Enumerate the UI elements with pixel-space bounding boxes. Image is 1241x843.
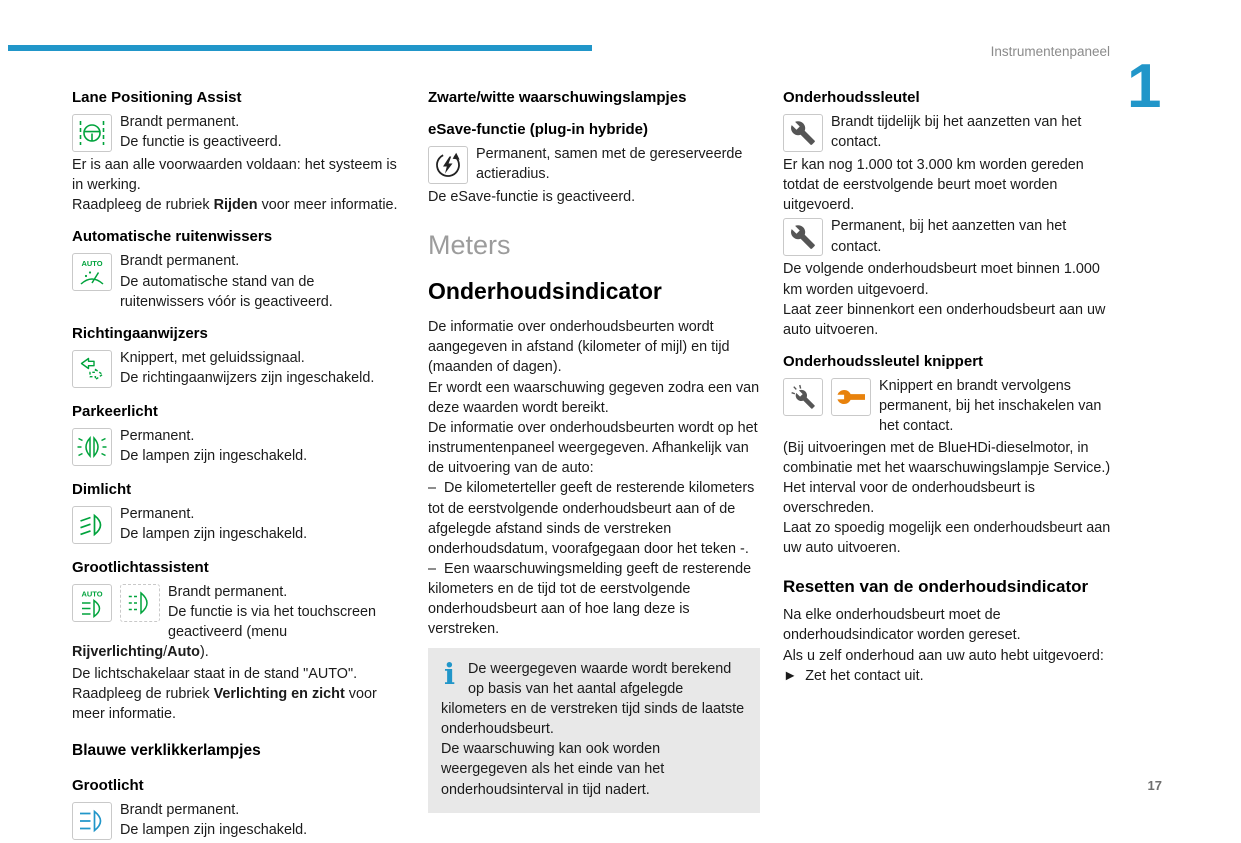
service-wrench-row-2	[783, 216, 1113, 258]
paragraph: Laat zo spoedig mogelijk een onderhoudsbeurt aan uw auto uitvoeren.	[783, 520, 1111, 557]
wrench-flashing-icon	[783, 378, 823, 416]
auto-label: AUTO	[81, 589, 103, 599]
chapter-number: 1	[1127, 52, 1162, 121]
paragraph: De informatie over onderhoudsbeurten wordt op het instrumentenpaneel weergegeven. Afhankelijk van de uitvoering van de auto:	[428, 419, 758, 477]
esave-row	[428, 144, 760, 186]
heading-low-beam: Dimlicht	[72, 480, 132, 498]
column-right	[783, 87, 1113, 686]
state-text: Knippert, met geluidssignaal.	[120, 349, 305, 366]
state-text: Brandt permanent.	[120, 253, 240, 270]
paragraph: De lichtschakelaar staat in de stand "AUTO".	[72, 665, 358, 682]
desc-text: De automatische stand van de ruitenwissers vóór is geactiveerd.	[120, 273, 333, 310]
state-text: Permanent.	[120, 427, 195, 444]
state-text: Permanent.	[120, 505, 195, 522]
turn-indicators-icon	[72, 350, 112, 388]
lane-positioning-assist-icon	[72, 114, 112, 152]
column-left	[72, 87, 402, 843]
instruction-step: ► Zet het contact uit.	[783, 667, 924, 684]
info-paragraph: De weergegeven waarde wordt berekend op basis van het aantal afgelegde kilometers en de verstreken tijd sinds de laatste onderhoudsbeurt.	[441, 660, 745, 738]
paragraph: De eSave-functie is geactiveerd.	[428, 189, 636, 205]
info-paragraph: De waarschuwing kan ook worden weergegeven als het einde van het onderhoudsinterval in tijd nadert.	[441, 741, 665, 798]
desc-text: De lampen zijn ingeschakeld.	[120, 526, 308, 543]
service-wrench-row-1	[783, 112, 1113, 154]
desc-text: De richtingaanwijzers zijn ingeschakeld.	[120, 370, 375, 387]
desc-text: De functie is geactiveerd.	[120, 134, 282, 151]
paragraph: – Een waarschuwingsmelding geeft de resterende kilometers en de tijd tot de eerstvolgende onderhoudsbeurt aan of hoe lang deze is verstreken.	[428, 561, 752, 638]
paragraph: De informatie over onderhoudsbeurten wordt aangegeven in afstand (kilometer of mijl) en tijd (maanden of dagen).	[428, 319, 730, 376]
bold-ref: Rijverlichting	[72, 644, 164, 661]
low-beam-row	[72, 504, 402, 546]
top-accent-bar	[8, 45, 592, 51]
wrench-icon	[783, 114, 823, 152]
state-text: Brandt tijdelijk bij het aanzetten van het contact.	[831, 114, 1082, 151]
heading-high-beam-assist: Grootlichtassistent	[72, 558, 209, 576]
auto-wiper-icon	[72, 253, 112, 291]
column-middle	[428, 87, 760, 813]
paragraph: – De kilometerteller geeft de resterende kilometers tot de eerstvolgende onderhoudsbeurt aan of de afgelegde afstand sinds de verstreken onderhoudsdatum, voorafgegaan door het teken -.	[428, 480, 755, 557]
heading-blue-indicator-lamps: Blauwe verklikkerlampjes	[72, 742, 261, 760]
state-text: Brandt permanent.	[120, 114, 240, 130]
desc-text: De lampen zijn ingeschakeld.	[120, 821, 308, 838]
heading-esave: eSave-functie (plug-in hybride)	[428, 121, 649, 138]
high-beam-assist-row	[72, 582, 402, 663]
paragraph: Als u zelf onderhoud aan uw auto hebt uitgevoerd:	[783, 647, 1104, 664]
state-text: Brandt permanent.	[168, 583, 288, 600]
high-beam-row	[72, 800, 402, 842]
page-header-label: Instrumentenpaneel	[990, 44, 1110, 59]
bold-ref: Auto	[167, 644, 200, 661]
heading-service-wrench-flashing: Onderhoudssleutel knippert	[783, 353, 984, 371]
text: Raadpleeg de rubriek	[72, 685, 214, 702]
paragraph: Er is aan alle voorwaarden voldaan: het systeem is in werking.	[72, 157, 397, 194]
paragraph	[72, 684, 402, 724]
desc-text: De functie is via het touchscreen geactiveerd (menu	[168, 604, 376, 641]
paragraph: Laat zeer binnenkort een onderhoudsbeurt aan uw auto uitvoeren.	[783, 301, 1106, 338]
desc-text: De lampen zijn ingeschakeld.	[120, 448, 308, 465]
auto-label: AUTO	[81, 259, 103, 269]
heading-high-beam: Grootlicht	[72, 776, 144, 794]
wrench-icon	[783, 218, 823, 256]
text: Raadpleeg de rubriek	[72, 197, 214, 214]
state-text: Permanent, bij het aanzetten van het contact.	[831, 218, 1067, 255]
adaptive-beam-icon	[120, 584, 160, 622]
info-icon: i	[444, 656, 456, 691]
heading-reset-service-indicator: Resetten van de onderhoudsindicator	[783, 576, 1089, 596]
service-wrench-flashing-row	[783, 376, 1113, 436]
paragraph: Na elke onderhoudsbeurt moet de onderhoudsindicator worden gereset.	[783, 607, 1021, 644]
heading-service-wrench: Onderhoudssleutel	[783, 89, 920, 106]
lane-positioning-row	[72, 112, 402, 154]
state-text: Permanent, samen met de gereserveerde actieradius.	[476, 146, 743, 183]
turn-indicators-row	[72, 348, 402, 390]
text: voor meer informatie.	[72, 685, 377, 722]
heading-auto-wipers: Automatische ruitenwissers	[72, 228, 273, 246]
paragraph	[72, 195, 402, 215]
heading-parking-light: Parkeerlicht	[72, 402, 158, 420]
page-number: 17	[1147, 778, 1162, 793]
heading-lane-positioning-assist: Lane Positioning Assist	[72, 89, 242, 106]
heading-turn-indicators: Richtingaanwijzers	[72, 324, 208, 342]
parking-light-row	[72, 426, 402, 468]
paragraph: De volgende onderhoudsbeurt moet binnen 1.000 km worden uitgevoerd.	[783, 261, 1100, 298]
wrench-orange-icon	[831, 378, 871, 416]
state-text: Knippert en brandt vervolgens permanent, bij het inschakelen van het contact.	[879, 378, 1102, 435]
paragraph: Er kan nog 1.000 tot 3.000 km worden gereden totdat de eerstvolgende beurt moet worden uitgevoerd.	[783, 157, 1084, 214]
paragraph: Er wordt een waarschuwing gegeven zodra een van deze waarden wordt bereikt.	[428, 379, 760, 416]
parking-light-icon	[72, 428, 112, 466]
paragraph: (Bij uitvoeringen met de BlueHDi-dieselmotor, in combinatie met het waarschuwingslampje Service.)	[783, 439, 1111, 476]
high-beam-auto-icon	[72, 584, 112, 622]
state-text: Brandt permanent.	[120, 801, 240, 818]
high-beam-icon	[72, 802, 112, 840]
text: ).	[199, 644, 209, 661]
section-title-meters: Meters	[428, 230, 511, 261]
auto-wipers-row	[72, 251, 402, 311]
text: voor meer informatie.	[257, 197, 398, 214]
low-beam-icon	[72, 506, 112, 544]
bold-ref: Verlichting en zicht	[213, 685, 345, 702]
heading-black-white-warning-lamps: Zwarte/witte waarschuwingslampjes	[428, 89, 687, 106]
esave-icon	[428, 146, 468, 184]
bold-ref: Rijden	[213, 197, 258, 214]
section-title-service-indicator: Onderhoudsindicator	[428, 277, 662, 304]
info-box	[428, 648, 760, 813]
paragraph: Het interval voor de onderhoudsbeurt is overschreden.	[783, 479, 1035, 517]
text: /	[163, 644, 168, 661]
